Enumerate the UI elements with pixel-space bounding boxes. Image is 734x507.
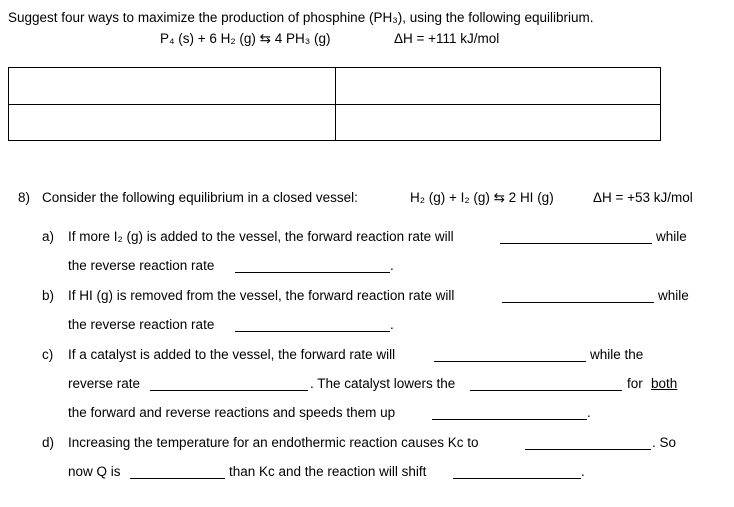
q8a-text: If more I₂ (g) is added to the vessel, the forward reaction rate will bbox=[68, 229, 454, 244]
q8c-text-while: while the bbox=[590, 347, 644, 362]
q8a-blank-1[interactable] bbox=[500, 231, 652, 244]
q8c-blank-1[interactable] bbox=[434, 349, 586, 362]
q8c-label: c) bbox=[42, 347, 54, 362]
q7-prompt: Suggest four ways to maximize the production of phosphine (PH₃), using the following equilibrium. bbox=[8, 10, 594, 25]
q8d-text: Increasing the temperature for an endothermic reaction causes Kc to bbox=[68, 435, 479, 450]
q8-enthalpy: ΔH = +53 kJ/mol bbox=[593, 190, 693, 205]
q8a-text-while: while bbox=[656, 229, 687, 244]
q8d-blank-3[interactable] bbox=[453, 466, 581, 479]
q8a-text-reverse: the reverse reaction rate bbox=[68, 258, 215, 273]
q8-equation: H₂ (g) + I₂ (g) ⇆ 2 HI (g) bbox=[410, 190, 554, 205]
q8a-blank-2[interactable] bbox=[235, 260, 390, 273]
q8c-text-lowers: . The catalyst lowers the bbox=[310, 376, 456, 391]
table-row-divider bbox=[9, 104, 660, 105]
q8d-text-than: than Kc and the reaction will shift bbox=[229, 464, 427, 479]
q8b-text-while: while bbox=[658, 288, 689, 303]
q7-enthalpy: ΔH = +111 kJ/mol bbox=[394, 31, 500, 46]
q8c-period: . bbox=[587, 405, 591, 420]
q8b-period: . bbox=[390, 317, 394, 332]
q8c-blank-2[interactable] bbox=[150, 378, 308, 391]
q8c-blank-4[interactable] bbox=[432, 407, 587, 420]
q8d-blank-2[interactable] bbox=[130, 466, 225, 479]
q8-number: 8) bbox=[18, 190, 31, 205]
q8c-text-for: for bbox=[627, 376, 643, 391]
q8a-period: . bbox=[390, 258, 394, 273]
q8b-blank-2[interactable] bbox=[235, 319, 390, 332]
q8b-label: b) bbox=[42, 288, 55, 303]
q8d-blank-1[interactable] bbox=[525, 437, 651, 450]
q8c-text-both: both bbox=[651, 376, 678, 391]
q8c-text-speeds: the forward and reverse reactions and speeds them up bbox=[68, 405, 396, 420]
q8b-text-reverse: the reverse reaction rate bbox=[68, 317, 215, 332]
q8a-label: a) bbox=[42, 229, 55, 244]
q8d-label: d) bbox=[42, 435, 55, 450]
q7-equation: P₄ (s) + 6 H₂ (g) ⇆ 4 PH₃ (g) bbox=[160, 31, 331, 46]
q8c-blank-3[interactable] bbox=[470, 378, 622, 391]
q8b-blank-1[interactable] bbox=[502, 290, 654, 303]
q8c-text-reverse: reverse rate bbox=[68, 376, 141, 391]
q8d-text-so: . So bbox=[652, 435, 677, 450]
q8d-period: . bbox=[581, 464, 585, 479]
q8d-text-nowq: now Q is bbox=[68, 464, 121, 479]
q8c-text: If a catalyst is added to the vessel, the forward rate will bbox=[68, 347, 396, 362]
q7-answer-table bbox=[8, 67, 661, 141]
q8-prompt: Consider the following equilibrium in a closed vessel: bbox=[42, 190, 358, 205]
q8b-text: If HI (g) is removed from the vessel, the forward reaction rate will bbox=[68, 288, 455, 303]
